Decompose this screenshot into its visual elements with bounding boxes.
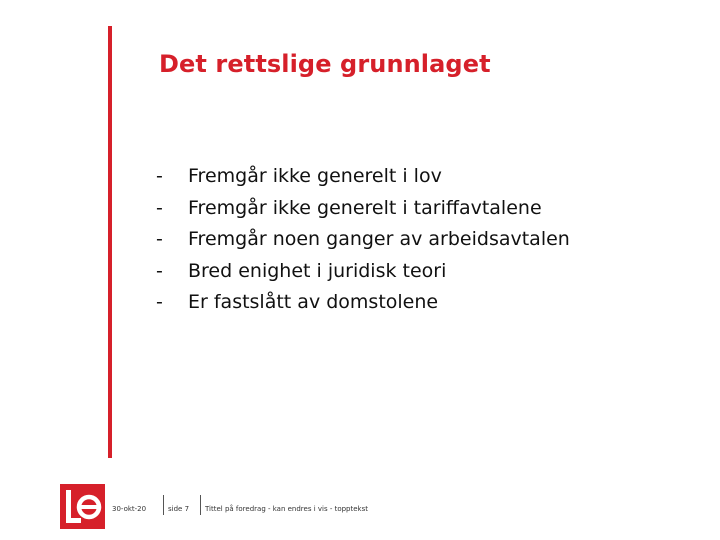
lo-logo-icon — [60, 484, 105, 529]
bullet-item — [156, 291, 570, 323]
slide-title: Det rettslige grunnlaget — [159, 50, 491, 78]
bullet-text: Fremgår ikke generelt i tariffavtalene — [188, 196, 542, 219]
bullet-marker: - — [156, 291, 163, 313]
bullet-item — [156, 165, 570, 197]
bullet-text: Bred enighet i juridisk teori — [188, 259, 447, 282]
bullet-text: Fremgår ikke generelt i lov — [188, 165, 442, 187]
bullet-text: Fremgår noen ganger av arbeidsavtalen — [188, 228, 570, 250]
footer-divider — [200, 495, 201, 515]
bullet-item — [156, 260, 570, 292]
bullet-list — [156, 165, 570, 323]
bullet-item — [156, 228, 570, 260]
footer-presentation-title: Tittel på foredrag - kan endres i vis - topptekst — [205, 505, 368, 513]
accent-bar — [108, 26, 112, 458]
footer-date: 30-okt-20 — [112, 505, 147, 513]
slide-footer — [0, 478, 720, 540]
footer-page-number: side 7 — [168, 505, 190, 513]
bullet-item — [156, 197, 570, 229]
bullet-marker: - — [156, 259, 163, 282]
bullet-text: Er fastslått av domstolene — [188, 291, 439, 313]
bullet-marker: - — [156, 165, 163, 187]
footer-divider — [163, 495, 164, 515]
bullet-marker: - — [156, 196, 163, 219]
bullet-marker: - — [156, 228, 163, 250]
